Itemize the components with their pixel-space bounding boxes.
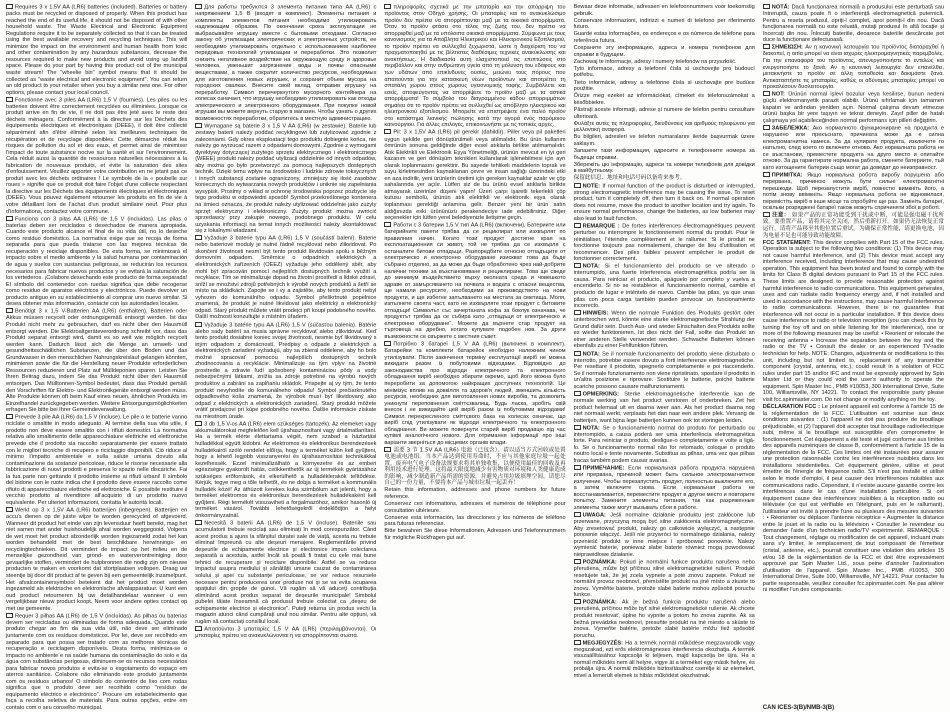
instruction-paragraph	[763, 91, 944, 124]
paragraph-text: Tyto informace, adresy a telefonní čísla si uschovejte pro budoucí potřebu.	[573, 65, 755, 79]
paragraph-text: Fonctionne avec 3 piles AA (LR6) 1,5 V (fournies). Les piles ou les batteries doivent être correctement recyclées ou éliminées. Lorsque ce produit arrive en fin de vie, il ne doit pas être jeté avec le reste des déchets ménagers. Conformément à la directive sur les Déchets des équipements électriques et électroniques (DEEE), il doit être collecté séparément afin d'être éliminé selon les meilleures techniques de récupération et de recyclage disponibles. Cette démarche réduit les risques de pollution du sol et des eaux, et permet ainsi de minimiser l'impact de toute substance nocive sur la santé et sur l'environnement. Cela réduit aussi la quantité de ressources naturelles nécessaires à la fabrication de nouveaux produits, et évite la saturation des sites d'enfouissement. Veuillez apporter votre contribution en ne jetant pas ce produit avec les déchets ordinaires ! Le symbole de la « poubelle sur roues » signifie que ce produit doit faire l'objet d'une collecte respectant la directive sur les Déchets des équipements électriques et électroniques (DEEE). Vous pouvez également retourner les produits en fin de vie à votre détaillant lors de l'achat d'un produit similaire neuf. Pour plus d'informations, contactez votre commune.	[6, 97, 188, 215]
instruction-paragraph	[195, 123, 376, 235]
paragraph-text: Necesită 3 baterii AA (LR6) de 1,5 V (incluse). Bateriile sau acumulatorii trebuie reciclați sau eliminați în mod corespunzător. Când acest produs a ajuns la sfârșitul duratei sale de viață, acesta nu trebuie eliminat împreună cu alte deșeuri menajere. Reglementările privind deșeurile de echipamente electrice și electronice impun colectarea separată a acestuia, astfel încât să poată fi tratat cu cele mai bune tehnici de recuperare și reciclare disponibile. Astfel se va reduce impactul asupra mediului și sănătății umane cauzat de contaminarea solului și apei cu substanțe periculoase, se vor reduce resursele necesare pentru producerea unor produse noi și se va evita ocuparea spațiului din gropile de gunoi. Vă rugăm să vă aduceți contribuția eliminând acest produs separat de deșeurile municipale! Simbolul pubelei tăiate înseamnă că produsul trebuie colectat ca „deșeu de echipamente electrice și electronice". Puteți returna un produs vechi la magazin atunci când cumpărați unul nou similar. Pentru alte opțiuni, vă rugăm să contactați consiliul local.	[195, 520, 377, 625]
instruction-paragraph	[384, 341, 565, 446]
instruction-paragraph	[574, 134, 755, 147]
instruction-paragraph	[6, 4, 187, 96]
instruction-paragraph	[574, 31, 755, 44]
paragraph-text: Guarde estas informações, os endereços e os números de telefone para referência futura.	[573, 31, 755, 44]
paragraph-text: Якщо нормальна робота виробу порушена або перервана, причиною можуть бути сильні електромагнітні перешкоди. Щоб перезапустити виріб, повністю вимкніть його, а потім знову ввімкніть. Якщо нормальна робота не відновилася, перемістіть виріб в інше місце та спробуйте ще раз. Замініть батареї, оскільки розряджені батареї також можуть спричиняти збої в роботі.	[762, 172, 944, 212]
language-flag-icon	[574, 351, 581, 356]
paragraph-label: NOTA:	[582, 263, 605, 270]
paragraph-label: 注意：	[771, 212, 792, 219]
paragraph-text: Se il normale funzionamento del prodotto viene disturbato o interrotto, potrebbe essere dovuto a forti interferenze elettromagnetiche. Per resettare il prodotto, spegnerlo completamente e poi riaccenderlo. Se il normale funzionamento non viene ripristinato, spostare il prodotto in un'altra posizione e riprovare. Sostituire le batterie, poiché batterie scariche possono causare malfunzionamenti.	[573, 351, 755, 390]
instruction-paragraph	[6, 414, 187, 506]
paragraph-text: Сохраните эту информацию, адреса и номера телефонов для справки в будущем.	[573, 45, 755, 58]
instruction-paragraph	[384, 501, 565, 514]
paragraph-text: Funciona con 3 pilas AA (LR6) de 1,5 V (incluidas). Las pilas o baterías deben ser reciclados o desechados de manera apropiada. Cuando este producto alcance el final de su vida útil, no lo deseche como residuo doméstico. La normativa exige que se recoja de forma separada para que pueda tratarse con las mejores técnicas de recuperación y reciclaje disponibles. De esta forma, se minimizará el impacto sobre el medio ambiente y la salud humana por contaminación de agua y suelos con sustancias peligrosas, se reducirán los recursos necesarios para fabricar nuevos productos y se evitará la saturación de los vertederos. ¡Colabore desechando este producto de forma separada! El símbolo del contenedor con ruedas significa que debe recogerse como residuo de aparatos eléctricos y electrónicos. Puede devolver un producto antiguo en su establecimiento al comprar uno nuevo similar. Si desea obtener más información, contacte con las autoridades locales.	[6, 216, 188, 308]
instruction-paragraph	[574, 4, 755, 17]
instruction-paragraph	[574, 183, 755, 223]
language-flag-icon	[195, 626, 202, 631]
instruction-paragraph	[384, 4, 565, 129]
paragraph-text: Vyžaduje 3 baterie typu AA (LR6) 1,5 V (součástí balení). Baterie nebo bateriové moduly je nutné řádně recyklovat nebo zlikvidovat. Po skončení životnosti nesmí být tento produkt likvidován spolu s běžným domovním odpadem. Směrnice o odpadních elektrických a elektronických zařízeních (OEEZ) vyžaduje jeho oddělený sběr, aby mohl být zpracován pomocí nejlepších dostupných technik využití a recyklace. Tím se minimalizuje dopad na životní prostředí a lidské zdraví, sníží se množství zdrojů potřebných k výrobě nových produktů a šetří se místo na skládkách. Zapojte se i vy a zajistěte, aby tento produkt nebyl vyhozen do komunálního odpadu. Symbol přeškrtnuté popelnice znamená, že produkt je nutné likvidovat jako elektrický a elektronický odpad. Starý produkt můžete vrátit prodejci při koupi podobného nového. Další možnosti konzultujte s místním úřadem.	[195, 235, 377, 321]
paragraph-text: Requires 3 x 1.5V AA (LR6) batteries (included). Batteries or battery packs must be recycled or disposed of properly. When this product has reached the end of its useful life, it should not be disposed of with other household waste. The Waste Electrical and Electronic Equipment Regulations require it to be separately collected so that it can be treated using the best available recovery and recycling techniques. This will minimize the impact on the environment and human health from toxic and other contamination by any hazardous substances, decrease the resources required to make new products and avoid using up landfill space. Please do your part by having this product out of the municipal waste stream! The "wheelie bin" symbol means that it should be collected as "waste electrical and electronic equipment". You can return an old product to your retailer when you buy a similar new one. For other options, please contact your local council.	[6, 4, 188, 96]
instruction-paragraph	[763, 44, 944, 90]
instruction-paragraph	[574, 391, 755, 424]
paragraph-text: Werkt op 3 x 1,5V AA (LR6) batterijen (inbegrepen). Batterijen en accu's dienen op de juiste wijze te worden gerecycled of afgevoerd. Wanneer dit product het einde van zijn levensduur heeft bereikt, mag het niet samen met ander huishoudelijk afval worden weggegooid. Volgens de wet moet het product afzonderlijk worden ingezameld zodat het kan worden behandeld met de best beschikbare herwinnings- en recyclingtechnieken. Dit vermindert de impact op het milieu en de menselijke gezondheid van grond- en waterverontreiniging door gevaarlijke stoffen, vermindert de hulpbronnen die nodig zijn om nieuwe producten te maken en voorkomt dat stortplaatsen vollopen. Draag uw steentje bij door dit product af te geven bij een gemeentelijk inzamelpunt. Het afvalcontainersymbool betekent dat het product moet worden ingezameld als elektrische en elektronische afvalapparatuur. U kunt een oud product retourneren bij uw detailhandelaar wanneer u een vergelijkbaar nieuw product koopt. Neem voor andere opties contact op met uw gemeente.	[6, 507, 188, 612]
paragraph-text: Zachowaj te informacje, adresy i numery telefonów na przyszłość.	[573, 58, 737, 65]
paragraph-label: NOT:	[771, 91, 789, 98]
paragraph-text: Bewaar deze informatie, adressen en telefoonnummers voor toekomstig gebruik.	[573, 4, 755, 17]
language-flag-icon	[384, 222, 391, 227]
language-flag-icon	[384, 4, 391, 9]
language-flag-icon	[763, 172, 770, 177]
paragraph-label: ΣΗΜΕΙΩΣΗ:	[771, 44, 806, 51]
paragraph-text: Őrizze meg ezeket az információkat, címeket és telefonszámokat a későbbiekre.	[573, 93, 755, 106]
paragraph-text: 需要 3 节 1.5V AA (LR6) 电池（已包含）。请以适当方式回收或处置电池或电池组。当本产品达到使用寿命时，不应与其他家庭垃圾一起处置。废弃电气电子设备法规要求将其单独收集，以便使用最佳的回收及再利用技术进行处理。这将最大限度地减少有害物质对环境和人类健康造成的影响，减少制造新产品所需的资源，并避免占用垃圾填埋空间。请您尽自己的一份力量，不要将本产品与城市垃圾一起丢弃！	[384, 447, 566, 487]
language-flag-icon	[384, 341, 391, 346]
paragraph-text: Prevede 3 pile AA (LR6) da 1,5 V (incluse). Le pile o le batterie vanno riciclate o smaltite in modo adeguato. Al termine della sua vita utile, il prodotto non deve essere smaltito con i rifiuti domestici. La normativa relativa allo smaltimento delle apparecchiature elettriche ed elettroniche prevede che il prodotto sia raccolto separatamente per essere trattato con le migliori tecniche di recupero e riciclaggio disponibili. Ciò riduce al minimo l'impatto ambientale e sulla salute umana dovuto alla contaminazione da sostanze pericolose, riduce le risorse necessarie alla fabbricazione di nuovi prodotti e preserva lo spazio nelle discariche. Fai la tua parte non gettando il prodotto insieme ai rifiuti urbani! Il simbolo del bidone con le ruote indica che il prodotto deve essere raccolto come rifiuto di apparecchiature elettriche ed elettroniche. È possibile restituire il vecchio prodotto al rivenditore all'acquisto di un prodotto nuovo equivalente. Per ulteriori informazioni, contatta le autorità locali.	[6, 414, 188, 506]
paragraph-label: NOTA:	[582, 351, 603, 358]
language-flag-icon	[574, 465, 581, 470]
paragraph-text: Ha a termék normál működése megzavarodik vagy megszakad, ezt erős elektromágneses interferencia okozhatja. A termék visszaállításához kapcsolja ki teljesen, majd kapcsolja be újra. Ha a normál működés nem áll helyre, vigye át a terméket egy másik helyre, és próbálja újra. A normál működés biztosításához cserélje ki az elemeket, mivel a lemerült elemek is hibás működést okozhatnak.	[573, 640, 755, 679]
instruction-paragraph	[574, 45, 755, 58]
paragraph-text: Conservez ces informations, adresses et numéros de téléphone pour consultation ultérieure.	[384, 501, 566, 514]
paragraph-label: NOTE:	[582, 183, 603, 190]
language-flag-icon	[574, 559, 581, 564]
instruction-paragraph	[763, 125, 944, 171]
text-column-3	[384, 4, 565, 712]
paragraph-label: UWAGA:	[582, 512, 611, 519]
instruction-paragraph	[574, 66, 755, 79]
language-flag-icon	[574, 512, 581, 517]
paragraph-text: If normal function of the product is disturbed or interrupted, strong electromagnetic interference may be causing the issue. To reset product, turn it completely off, then turn it back on. If normal operation does not resume, move the product to another location and try again. To ensure normal performance, change the batteries, as low batteries may also lead to fault function.	[573, 183, 755, 222]
language-flag-icon	[6, 613, 13, 618]
instruction-paragraph	[763, 705, 944, 712]
instruction-paragraph	[195, 626, 376, 640]
instruction-paragraph	[574, 18, 755, 31]
paragraph-label: FCC STATEMENT:	[762, 239, 813, 246]
instruction-paragraph	[195, 235, 376, 321]
language-flag-icon	[195, 520, 202, 525]
instruction-paragraph	[574, 148, 755, 161]
paragraph-text: Работи с 3 батерии 1,5 V тип AA (LR6) (включени). Батериите или батерийните пакети трябва да се рециклират или изхвърлят по правилния начин. Когато този продукт достигне края на експлоатационния си живот, той не трябва да се изхвърля с останалите битови отпадъци. Разпоредбите относно отпадъците от електрическо и електронно оборудване изискват това да бъде събрано отделно, за да може да бъде обработено чрез най-добрите налични техники за възстановяване и рециклиране. Това ще сведе до минимум въздействието върху околната среда и човешкото здраве от замърсяването на почвата и водата с опасни вещества, ще намали ресурсите, необходими за производството на нови продукти, и ще избегне запълването на местата за сметища. Моля, изпълнете своята част, като не изхвърляте този продукт с битовите отпадъци! Символът със зачертаната кофа за боклук означава, че продуктът трябва да се събира като „отпадъци от електрическо и електронно оборудване". Можете да върнете стар продукт на търговеца на дребно, когато купувате подобен нов. За други възможности се свържете с местния съвет.	[384, 222, 566, 341]
instruction-paragraph	[384, 129, 565, 221]
instruction-paragraph	[574, 80, 755, 93]
paragraph-text: Wymagane są baterie 3 x 1,5 V AA (LR6) (w zestawie). Baterie lub zestawy baterii należy poddać recyklingowi lub zutylizować zgodnie z zaleceniami. Gdy okres eksploatacji tego produktu dobiegnie końca, nie należy go wyrzucać razem z odpadami domowymi. Zgodnie z wymogami dyrektywy dotyczącej zużytego sprzętu elektrycznego i elektronicznego (WEEE) produkt należy poddać utylizacji oddzielnie od innych odpadów, aby można go było przetworzyć za pomocą najlepszych dostępnych technik. Dzięki temu wpływ na środowisko i ludzkie zdrowie toksycznych i innych substancji zostanie ograniczony, zmniejszy się ilość zasobów koniecznych do wytwarzania nowych produktów i uniknie się zapełniania wysypisk. Prosimy o wkład w ochronę środowiska poprzez pozbycie się tego produktu w odpowiedni sposób! Symbol przekreślonego kontenera na śmieci oznacza, że produkt należy utylizować oddzielnie jako zużyty sprzęt elektryczny i elektroniczny. Zużyty produkt można zwrócić sprzedawcy przy zakupie nowego, podobnego produktu. W celu uzyskania informacji na temat innych możliwości należy skontaktować się z lokalnymi władzami.	[195, 123, 377, 235]
instruction-paragraph	[574, 263, 755, 309]
language-flag-icon	[195, 123, 202, 128]
instruction-paragraph	[763, 212, 944, 239]
instruction-paragraph	[763, 240, 944, 404]
paragraph-text: This device complies with Part 15 of the FCC rules. Operation is subject to the following two conditions: (1) This device may not cause harmful interference, and (2) This device must accept any interference received, including interference that may cause undesired operation. This equipment has been tested and found to comply with the limits for Class B digital devices pursuant to Part 15 of the FCC rules. These limits are designed to provide reasonable protection against harmful interference to radio communications. This equipment generates, uses and can radiate radio frequency energy and, if not installed and used in accordance with the instructions, may cause harmful interference to radio communications. However, there is no guarantee that interference will not occur in a particular installation. If this device does cause interference to radio or television reception (you can check this by turning the toy off and on while listening for the interference), one or more of the following measures may be useful: • Reorient or relocate the receiving antenna • Increase the separation between the toy and the radio or the TV • Consult the dealer or an experienced TV-radio technician for help. NOTE: Changes, adjustments or modifications to this unit, including but not limited to, replacement of any transmitter component (crystal, antenna, etc.), could result in a violation of FCC rules under part 15 and/or IFC and must be expressly approved by Spin Master Ltd or they could void the user's authority to operate the equipment. Spin Master Inc., PMB #10053, 300 International Drive, Suite 100, Williamsville, NY 14221. To contact the responsible party please visit fcc.spinmaster.com. Do not change or modify anything on the toy.	[762, 239, 944, 403]
paragraph-label: OPMERKING:	[582, 391, 625, 398]
paragraph-text: Bu bilgileri, adresleri ve telefon numaralarını ileride başvurmak üzere saklayın.	[573, 134, 755, 147]
paragraph-text: De fortes interférences électromagnétiques peuvent perturber ou interrompre le fonctionnement normal du produit. Pour le réinitialiser, l'éteindre complètement et le rallumer. Si le produit ne fonctionne toujours pas normalement, changer de lieu d'utilisation et recommencer. Des piles faibles peuvent empêcher le produit de fonctionner correctement.	[573, 223, 755, 263]
paragraph-text: CAN ICES-3(B)/NMB-3(B)	[762, 705, 835, 712]
instruction-paragraph	[574, 121, 755, 134]
paragraph-text: Pokud je normální funkce produktu narušena nebo přerušena, může být příčinou silné elektromagnetické rušení. Produkt resetujete tak, že jej zcela vypnete a poté znovu zapnete. Pokud se normální provoz neobnoví, přemístěte produkt na jiné místo a zkuste to znovu. Vyměňte baterie, protože slabé baterie mohou způsobit poruchu funkce.	[573, 559, 755, 599]
paragraph-label: MEGJEGYZÉS:	[582, 640, 626, 647]
instruction-paragraph	[6, 97, 187, 215]
paragraph-text: Păstrați aceste informații, adrese și numere de telefon pentru consultare ulterioară.	[573, 106, 755, 120]
instruction-paragraph	[574, 640, 755, 680]
language-flag-icon	[195, 421, 202, 426]
paragraph-text: Benötigt 3 x 1,5 V-Batterien AA (LR6) (enthalten). Batterien oder Akkus müssen recycelt oder ordnungsgemäß entsorgt werden. Ist das Produkt nicht mehr zu gebrauchen, darf es nicht über den Hausmüll entsorgt werden. Die Elektroaltgeräteverordnung schreibt vor, dass das Produkt separat entsorgt wird, damit es so weit wie möglich recycelt werden kann. Dadurch lässt sich die Menge an umwelt- und gesundheitsschädlichen Substanzen, die über den Boden und das Grundwasser in den menschlichen Nahrungskreislauf gelangen könnten, minimieren sowie die für die Herstellung neuer Produkte erforderlichen Ressourcen reduzieren und Platz auf Mülldeponien sparen. Leisten Sie Ihren Beitrag dazu, indem Sie das Produkt nicht über den Hausmüll entsorgen. Das Mülltonnen-Symbol bedeutet, dass das Produkt gemäß den Vorschriften für Elektro- und Elektronikgeräte entsorgt werden muss. Alte Produkte können oft beim Kauf eines neuen, ähnlichen Produkts im Einzelhandel zurückgegeben werden. Weitere Entsorgungsmöglichkeiten erfragen Sie bitte bei Ihrer Gemeindeverwaltung.	[6, 308, 188, 414]
paragraph-text: Φυλάξτε αυτές τις πληροφορίες, διευθύνσεις και αριθμούς τηλεφώνου για μελλοντική αναφορά.	[573, 120, 755, 134]
paragraph-text: Bitte bewahren Sie diese Informationen, Adressen und Telefonnummern für mögliche Rückfragen gut auf.	[384, 528, 566, 541]
paragraph-label: NOTA:	[582, 425, 603, 432]
instruction-paragraph	[763, 4, 944, 44]
paragraph-label: DÉCLARATION FCC :	[762, 403, 822, 410]
language-flag-icon	[574, 640, 581, 645]
language-flag-icon	[574, 263, 581, 268]
instruction-paragraph	[195, 4, 376, 122]
instruction-paragraph	[6, 216, 187, 308]
language-flag-icon	[574, 183, 581, 188]
instruction-paragraph	[574, 162, 755, 175]
language-flag-icon	[6, 414, 13, 419]
instruction-paragraph	[6, 308, 187, 413]
instruction-paragraph	[763, 404, 944, 594]
paragraph-label: REMARQUE :	[582, 223, 623, 230]
paragraph-text: Tieto informácie, adresy a telefónne čísla si uschovajte pre budúce použitie.	[573, 79, 755, 93]
language-flag-icon	[6, 216, 13, 221]
paragraph-label: HINWEIS:	[582, 310, 612, 317]
paragraph-label: NOTĂ:	[771, 4, 792, 11]
paragraph-text: Conserve esta información, las direcciones y los números de teléfono para futuras referencias.	[384, 514, 566, 528]
instruction-paragraph	[195, 520, 376, 625]
paragraph-text: πληροφορίες σχετικά με την μπαταρία και την απόρριψη του προϊόντος στον Οδηγό χρήσης. Οι μπαταρίες και το ανακυκλώσιμο προϊόν δεν πρέπει να απορρίπτονται μαζί με τα οικιακά απορρίμματα. Όταν το προϊόν φτάσει στο τέλος της ζωής του, δεν πρέπει να απορριφθεί μαζί με τα υπόλοιπα οικιακά απορρίμματα. Σύμφωνα με τους κανονισμούς για τα Απόβλητα Ηλεκτρικού και Ηλεκτρονικού Εξοπλισμού, το προϊόν πρέπει να συλλεχθεί ξεχωριστά, ώστε η διαχείρισή του να πραγματοποιηθεί με τις βέλτιστες διαθέσιμες τεχνικές ανακύκλωσης και ανακτήσεως. Η διαδικασία αυτή ελαχιστοποιεί τις επιπτώσεις στο περιβάλλον και στην ανθρώπινη υγεία από τη μόλυνση του εδάφους και των υδάτων από επικίνδυνες ουσίες, μειώνει τους πόρους που απαιτούνται για την κατασκευή νέων προϊόντων και αποτρέπει τη σπατάλη χώρου στους χώρους υγειονομικής ταφής. Συμβάλλετε και εσείς, αποφεύγοντας να απορρίψετε το προϊόν μαζί με τα αστικά απορρίμματα! Το σύμβολο του διαγραμμένου κάδου απορριμμάτων σημαίνει ότι το προϊόν πρέπει να συλλεχθεί ως απόβλητο ηλεκτρικού και ηλεκτρονικού εξοπλισμού. Μπορείτε να επιστρέψετε ένα παλιό προϊόν στο κατάστημα λιανικής πώλησης κατά την αγορά ενός παρόμοιου καινούργιου. Για άλλες επιλογές, επικοινωνήστε με τις τοπικές αρχές.	[384, 4, 566, 129]
language-flag-icon	[195, 322, 202, 327]
text-column-4	[574, 4, 755, 712]
language-flag-icon	[763, 4, 770, 9]
instruction-paragraph	[384, 487, 565, 500]
paragraph-text: Wenn die normale Funktion des Produkts gestört oder unterbrochen wird, könnte eine starke elektromagnetische Strahlung der Grund dafür sein. Durch Aus- und wieder Einschalten des Produkts sollte es wieder funktionieren. Ist dies nicht der Fall, sollte das Produkt an einer anderen Stelle verwendet werden. Schwache Batterien können ebenfalls zu einer Fehlfunktion führen.	[573, 310, 755, 350]
language-flag-icon	[6, 4, 13, 9]
paragraph-text: Vyžaduje 3 batérie typu AA (LR6) 1,5 V (súčasťou balenia). Batérie alebo sady batérií sa musia správne recyklovať alebo zlikvidovať. Keď tento produkt dosiahne koniec svojej životnosti, nesmie byť likvidovaný s iným odpadom z domácností. Predpisy o odpade z elektrických a elektronických zariadení vyžadujú, aby sa zbieral oddelene, aby ho bolo možné spracovať pomocou najlepších dostupných techník zhodnocovania a recyklácie. Minimalizuje sa tým vplyv na životné prostredie a zdravie ľudí spôsobený kontamináciou pôdy a vody nebezpečnými látkami, znížia sa zdroje potrebné na výrobu nových produktov a zabráni sa zapĺňaniu skládok. Prispejte aj vy tým, že tento produkt nevyhodíte do komunálneho odpadu! Symbol prečiarknutého odpadkového koša znamená, že výrobok musí byť likvidovaný ako odpad z elektrických a elektronických zariadení. Starý produkt môžete vrátiť predajcovi pri kúpe podobného nového. Ďalšie informácie získate na miestnom úrade.	[195, 322, 377, 420]
paragraph-text: Pil: 3 x 1,5V AA (LR6) pil gerekir (dahildir). Piller veya pil paketleri uygun şekilde geri dönüştürülmeli veya atılmalıdır. Bu ürün kullanım ömrünün sonuna geldiğinde diğer evsel atıklarla birlikte atılmamalıdır. Atık Elektrikli ve Elektronik Eşya Yönetmeliği, ürünün mevcut en iyi geri kazanım ve geri dönüşüm teknikleri kullanılarak işlenebilmesi için ayrı olarak toplanmasını gerektirir. Bu sayede tehlikeli maddelerin toprak ve suyu kirletmesinden kaynaklanan çevre ve insan sağlığı üzerindeki etki en aza indirilir, yeni ürünlerin üretimi için gereken kaynaklar azalır ve çöp sahalarında yer açılır. Lütfen siz de bu ürünü evsel atıklarla birlikte atmayarak üzerinize düşeni yapın! Üzeri çarpı işaretli tekerlekli çöp kutusu sembolü, ürünün atık elektrikli ve elektronik eşya olarak toplanması gerektiği anlamına gelir. Benzer yeni bir ürün satın aldığınızda eski ürününüzü perakendeciye iade edebilirsiniz. Diğer seçenekler için lütfen yerel belediyenizle iletişime geçin.	[384, 129, 566, 222]
instruction-paragraph	[574, 310, 755, 350]
paragraph-text: Ако нормалното функциониране на продукта е нарушено или прекъснато, причината може да е силна електромагнитна намеса. За да нулирате продукта, изключете го напълно, след което го включете отново. Ако нормалната работа не се възстанови, преместете продукта на друго място и опитайте отново. За да гарантирате нормална работа, сменете батериите, тъй като изтощените батерии също могат да доведат до неизправност.	[762, 125, 944, 171]
language-flag-icon	[574, 425, 581, 430]
instruction-paragraph	[574, 175, 755, 182]
paragraph-text: Απαιτούνται 3 μπαταρίες 1,5 V AA (LR6) (περιλαμβάνονται). Οι μπαταρίες πρέπει να ανακυκλώνονται ή να απορρίπτονται σωστά.	[195, 626, 377, 640]
instruction-paragraph	[384, 528, 565, 541]
language-flag-icon	[763, 44, 770, 49]
paragraph-label: POZNÁMKA:	[582, 599, 622, 606]
instruction-paragraph	[574, 512, 755, 558]
paragraph-text: Ak je bežná funkcia produktu narušená alebo prerušená, príčinou môže byť silné elektromagnetické rušenie. Ak chcete produkt resetovať, úplne ho vypnite a potom ho znova zapnite. Ak sa bežná prevádzka neobnoví, presuňte produkt na iné miesto a skúste to znova. Vymeňte batérie, pretože slabé batérie môžu tiež spôsobiť poruchu.	[573, 599, 755, 639]
paragraph-text: Запазете тази информация, адресите и телефонните номера за бъдещи справки.	[573, 148, 755, 161]
instruction-paragraph	[763, 172, 944, 212]
instruction-paragraph	[574, 599, 755, 639]
instruction-paragraph	[574, 223, 755, 263]
paragraph-text: Se o funcionamento normal do produto for perturbado ou interrompido, a causa poderá ser uma interferência eletromagnética forte. Para reiniciar o produto, desligue-o completamente e volte a ligá-lo. Se o funcionamento normal não for retomado, coloque o produto noutro local e tente novamente. Substitua as pilhas, uma vez que pilhas fracas também podem causar avarias.	[573, 425, 755, 465]
paragraph-text: Si el funcionamiento del producto se ve alterado o interrumpido, una fuerte interferencia electromagnética podría ser la causa. Para reiniciar el producto, apáguelo por completo y vuelva a encenderlo. Si no se restablece el funcionamiento normal, cambie el producto de lugar e inténtelo de nuevo. Cambie las pilas, ya que unas pilas con poca carga también pueden provocar un funcionamiento incorrecto.	[573, 263, 755, 310]
language-flag-icon	[195, 235, 202, 240]
paragraph-text: Jeśli normalne działanie produktu jest zakłócone lub przerwane, przyczyną mogą być silne zakłócenia elektromagnetyczne. Aby zresetować produkt, należy go całkowicie wyłączyć, a następnie ponownie włączyć. Jeśli nie przywróci to normalnego działania, należy przenieść produkt w inne miejsce i spróbować ponownie. Należy wymienić baterie, ponieważ słabe baterie również mogą powodować nieprawidłowe działanie.	[573, 512, 755, 558]
language-flag-icon	[763, 91, 770, 96]
text-column-1	[6, 4, 187, 712]
paragraph-text: Requer 3 pilhas AA (LR6) de 1,5 V (incluídas). As pilhas ou baterias devem ser recicladas ou eliminadas de forma adequada. Quando este produto chegar ao fim da sua vida útil, não deve ser eliminado juntamente com os resíduos domésticos. Por lei, deve ser recolhido em separado para que possa ser tratado com as melhores técnicas de recuperação e reciclagem disponíveis. Desta forma, minimiza-se o impacto no ambiente e na saúde humana da contaminação do solo e da água com substâncias perigosas, diminuem-se os recursos necessários para fabricar novos produtos e evita-se o esgotamento do espaço em aterros sanitários. Colabore não eliminando este produto juntamente com os resíduos urbanos! O símbolo do contentor de lixo com rodas significa que o produto deve ser recolhido como "resíduo de equipamento eléctrico e electrónico". Procure um estabelecimento que faça a recolha seletiva de materiais. Para outras opções, entre em contato com o seu conselho municipal.	[6, 613, 188, 712]
instruction-paragraph	[195, 421, 376, 520]
language-flag-icon	[763, 212, 770, 217]
instruction-paragraph	[574, 465, 755, 511]
paragraph-text: Conservare informazioni, indirizzi e numeri di telefono per riferimento futuro.	[573, 17, 755, 31]
language-flag-icon	[763, 125, 770, 130]
paragraph-label: ПРИМЕЧАНИЕ:	[582, 465, 629, 472]
paragraph-text: Если нормальная работа продукта нарушена или прервана, причиной может быть сильное электромагнитное излучение. Чтобы перезапустить продукт, полностью выключите его, а затем включите снова. Если нормальная работа не восстанавливается, переместите продукт в другое место и повторите попытку. Замените элементы питания, так как разряженные элементы также могут вызывать сбои в работе.	[573, 465, 755, 511]
language-flag-icon	[6, 308, 13, 313]
language-flag-icon	[574, 223, 581, 228]
instruction-paragraph	[384, 515, 565, 528]
language-flag-icon	[384, 447, 391, 452]
instruction-paragraph	[574, 351, 755, 391]
language-flag-icon	[195, 4, 202, 9]
instruction-paragraph	[574, 425, 755, 465]
language-flag-icon	[384, 129, 391, 134]
instruction-paragraph	[6, 507, 187, 612]
language-flag-icon	[6, 97, 13, 102]
instruction-paragraph	[574, 559, 755, 599]
instruction-paragraph	[384, 447, 565, 487]
paragraph-label: ПРИМІТКА:	[771, 172, 808, 179]
language-flag-icon	[574, 599, 581, 604]
paragraph-label: ЗАБЕЛЕЖКА:	[771, 125, 813, 132]
paragraph-text: Le présent appareil est conforme à l'article 15 de la réglementation de la FCC. L'utilisation est soumise aux deux conditions suivantes : (1) l'appareil ne doit pas produire de brouillage préjudiciable, et (2) l'appareil doit accepter tout brouillage radioélectrique subi, même si le brouillage est susceptible d'en compromettre le fonctionnement. Cet équipement a été testé et jugé conforme aux limites des appareils numériques de classe B, conformément à l'article 15 de la réglementation de la FCC. Ces limites ont été instaurées pour assurer une protection raisonnable contre les interférences nuisibles dans les installations résidentielles. Cet équipement génère, utilise et peut émettre de l'énergie de fréquence radio. S'il n'est pas installé et utilisé selon le mode d'emploi, il peut causer des interférences nuisibles aux communications radio. Cependant, il n'existe aucune garantie contre les interférences dans le cas d'une installation particulière. Si cet équipement cause des interférences nuisibles à la réception radio ou télévisée (ce qui est vérifiable en l'éteignant, puis en le rallumant), l'utilisateur est invité à prendre l'une ou plusieurs des mesures suivantes : • Réorienter ou déplacer l'antenne réceptrice • Augmenter la distance entre le jouet et la radio ou la télévision • Consulter le revendeur ou demander l'aide d'un technicien radio/TV expérimenté. REMARQUE : Tout changement, réglage ou modification de cet appareil, incluant mais sans s'y limiter, le remplacement de tout composant de l'émetteur (cristal, antenne, etc.), pourrait constituer une violation des articles 15 et/ou 18 de la réglementation de la FCC et doit être expressément approuvé par Spin Master Ltd., sous peine d'annuler l'autorisation d'utilisation de l'appareil. Spin Master Inc., PMB #10053, 300 International Drive, Suite 100, Williamsville, NY 14221. Pour contacter la partie responsable, veuillez consulter fcc.spinmaster.com. Ne pas altérer ni modifier l'un des composants.	[762, 403, 944, 594]
instruction-paragraph	[384, 222, 565, 340]
paragraph-text: 如果产品的正常功能受到干扰或中断，可能是强电磁干扰所致。要重置产品，请将其完全关闭，然后重新打开。如果仍无法恢复正常运行，请将产品移至其他位置后重试。为确保正常性能，请更换电池，因为电量不足也可能导致功能故障。	[762, 212, 944, 239]
paragraph-text: Dacă funcționarea normală a produsului este perturbată sau întreruptă, cauza poate fi o interferență electromagnetică puternică. Pentru a reseta produsul, opriți-l complet, apoi porniți-l din nou. Dacă funcționarea normală nu este reluată, mutați produsul în altă locație și încercați din nou. Înlocuiți bateriile, deoarece bateriile descărcate pot duce la funcționare defectuoasă.	[762, 4, 944, 44]
paragraph-text: Ürünün normal işlevi bozulur veya kesilirse, bunun nedeni güçlü elektromanyetik parazit olabilir. Ürünü sıfırlamak için tamamen kapatın ve ardından yeniden açın. Normal çalışma devam etmezse ürünü başka bir yere taşıyın ve tekrar deneyin. Zayıf piller de hatalı çalışmaya yol açabileceğinden normal performans için pilleri değiştirin.	[762, 91, 944, 124]
paragraph-text: 保留此信息、地址和电话号码以备将来参考。	[573, 175, 686, 182]
instruction-paragraph	[195, 322, 376, 421]
instruction-paragraph	[6, 613, 187, 712]
paragraph-text: Sterke elektromagnetische interferentie kan de normale werking van het product verstoren of onderbreken. Zet het product helemaal uit en daarna weer aan. Als het product daarna nog niet normaal werkt, verplaats het dan naar een andere plek. Vervang de batterijen, want bijna lege batterijen kunnen ook tot storingen leiden.	[573, 391, 755, 424]
paragraph-label: POZNÁMKA:	[582, 559, 620, 566]
paragraph-text: Збережіть цю інформацію, адреси та номери телефонів для довідки в майбутньому.	[573, 161, 755, 175]
paragraph-text: Αν η κανονική λειτουργία του προϊόντος διαταραχθεί ή διακοπεί, η αιτία μπορεί να είναι ισχυρές ηλεκτρομαγνητικές παρεμβολές. Για την επαναφορά του προϊόντος, απενεργοποιήστε το εντελώς και ενεργοποιήστε το ξανά. Αν η κανονική λειτουργία δεν επανέλθει, μετακινήστε το προϊόν σε άλλη τοποθεσία και δοκιμάστε ξανά. Αντικαταστήστε τις μπαταρίες, καθώς οι αδύναμες μπαταρίες μπορεί να προκαλέσουν δυσλειτουργία.	[762, 44, 944, 91]
instruction-paragraph	[574, 93, 755, 106]
language-flag-icon	[6, 507, 13, 512]
text-column-5	[763, 4, 944, 712]
language-flag-icon	[574, 391, 581, 396]
text-column-2	[195, 4, 376, 712]
paragraph-text: 3 db 1,5 V-os AA (LR6) elem szükséges (tartozék). Az elemeket vagy akkumulátorokat megfelelően kell újrahasznosítani vagy ártalmatlanítani. Ha a termék elérte élettartama végét, nem szabad a háztartási hulladékkal együtt kidobni. Az elektromos és elektronikus berendezések hulladékairól szóló rendelet előírja, hogy a terméket külön kell gyűjteni, hogy a lehető legjobb visszanyerési és újrahasznosítási technikákkal kezelhessék. Ezzel minimalizálható a környezetre és az emberi egészségre gyakorolt hatás, csökkenthetők az új termékek gyártásához szükséges erőforrások, és elkerülhető a hulladéklerakók telítődése. Kérjük, tegye meg a tőle telhetőt, és ne dobja a terméket a kommunális hulladék közé! Az áthúzott kerekes kuka szimbólum azt jelenti, hogy a terméket elektromos és elektronikus berendezések hulladékaként kell gyűjteni. Régi termékét visszaviheti a forgalmazóhoz, amikor hasonló új terméket vásárol. További lehetőségekről érdeklődjön a helyi önkormányzatnál.	[195, 421, 377, 519]
paragraph-text: Retain this information, addresses and phone numbers for future reference.	[384, 487, 566, 500]
language-flag-icon	[574, 310, 581, 315]
paragraph-text: Для работы требуются 3 элемента питания типа AA (LR6) с напряжением 1,5 В (входят в комплект). Элементы питания и комплекты элементов питания необходимо утилизировать надлежащим образом. По окончании срока эксплуатации не выбрасывайте игрушку вместе с бытовыми отходами. Согласно закону об утилизации электрических и электронных устройств, ее необходимо утилизировать отдельно с использованием наиболее передовых технологий утилизации и переработки. Это позволит снизить негативное воздействие на окружающую среду и здоровье человека, уменьшит загрязнение воды и почвы опасными веществами, а также сократит количество ресурсов, необходимых для изготовления новых игрушек, и сохранит объем мусора на городских свалках. Внесите свой вклад, отправив игрушку на переработку. Символ перечеркнутого мусорного контейнера на колесах означает, что игрушку необходимо утилизировать как отходы электрического и электронного оборудования. При покупке новой игрушки вы можете вернуть старую в магазин. Чтобы узнать о других возможностях переработки, обратитесь в местную администрацию.	[195, 4, 377, 122]
instruction-paragraph	[574, 59, 755, 66]
instruction-paragraph	[574, 107, 755, 120]
paragraph-text: Потрібно 3 батареї 1,5 V AA (LR6) (включені в комплект). Батарейки та комплекти батарейок необхідно належним чином утилізувати. Після закінчення терміну експлуатації виріб не можна викидати разом із побутовими відходами. Відповідно до законодавства про відходи електричного та електронного обладнання виріб необхідно збирати окремо, щоб його можна було переробити за допомогою найкращих доступних технологій. Це мінімізує вплив на довкілля та здоров'я людей, зменшить кількість ресурсів, необхідних для виготовлення нових виробів, та дозволить уникнути переповнення сміттєзвалищ. Будь ласка, зробіть свій внесок і не викидайте цей виріб разом із побутовими відходами! Символ перекресленого сміттєвого бака на колесах означає, що виріб слід утилізувати як відходи електричного та електронного обладнання. Ви можете повернути старий виріб продавцю під час купівлі аналогічного нового. Для отримання інформації про інші варіанти зверніться до місцевих органів влади.	[384, 341, 566, 446]
